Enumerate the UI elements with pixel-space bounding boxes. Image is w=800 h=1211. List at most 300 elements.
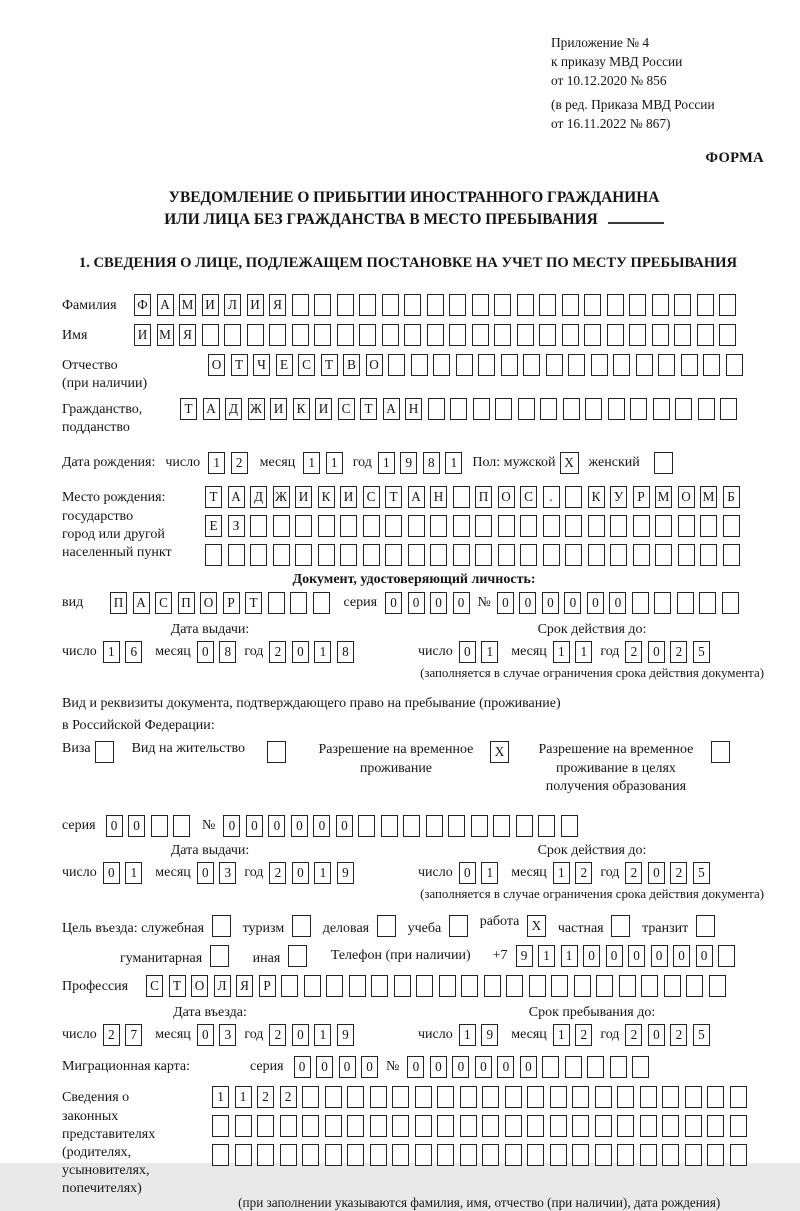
char-cell [448,815,465,837]
firstname-row [62,324,766,346]
char-cell [415,1115,432,1137]
citizenship-label: Гражданство, подданство [62,401,143,436]
sex-female-label: женский [588,455,640,471]
purpose-transit: транзит [642,915,719,937]
issue-heading: Дата выдачи: [170,622,250,638]
legal-header [551,34,756,134]
migration-card-label: Миграционная карта: [62,1059,191,1075]
char-cell: С [298,354,315,376]
citizenship-cells [180,398,737,420]
char-cell [595,1115,612,1137]
identity-doc-dates [62,622,766,663]
char-cell: П [178,592,195,614]
char-cell: 1 [561,945,578,967]
issue-date-block [62,622,418,663]
char-cell [430,544,447,566]
char-cell: М [157,324,174,346]
char-cell: 1 [538,945,555,967]
profession-label: Профессия [62,979,129,995]
char-cell [224,324,241,346]
char-cell [584,294,601,316]
char-cell: 2 [280,1086,297,1108]
residence-permit-label: Вид на жительство [131,740,245,756]
char-cell: Т [385,486,402,508]
char-cell [235,1144,252,1166]
char-cell [678,515,695,537]
char-cell [427,324,444,346]
char-cell: Ч [253,354,270,376]
char-cell: 0 [430,592,447,614]
char-cell [610,515,627,537]
char-cell [662,1086,679,1108]
female-checkbox [654,452,673,474]
char-cell [540,398,557,420]
valid-date-block [418,622,766,663]
char-cell [437,1086,454,1108]
year-label: год [600,865,620,881]
char-cell [523,354,540,376]
char-cell [302,1144,319,1166]
char-cell [730,1144,747,1166]
char-cell: 2 [575,862,592,884]
char-cell [302,1115,319,1137]
stay-heading: Срок пребывания до: [528,1005,656,1021]
char-cell [202,324,219,346]
char-cell [720,398,737,420]
char-cell [588,515,605,537]
purpose-work-checkbox: X [527,915,546,937]
residence-valid-year-cells [625,862,710,884]
char-cell [257,1144,274,1166]
char-cell [617,1115,634,1137]
char-cell [700,544,717,566]
char-cell: М [700,486,717,508]
purpose-other-checkbox [288,945,307,967]
char-cell: 0 [292,862,309,884]
char-cell: Р [223,592,240,614]
char-cell [641,975,658,997]
char-cell [527,1086,544,1108]
char-cell: Т [321,354,338,376]
purpose-humanitarian: гуманитарная [120,945,245,967]
char-cell: Я [179,324,196,346]
valid-year-cells [625,641,710,663]
citizenship-row [62,398,766,437]
char-cell [610,1056,627,1078]
char-cell [460,1144,477,1166]
identity-doc-heading: Документ, удостоверяющий личность: [292,572,536,588]
char-cell [709,975,726,997]
temp-permit-label: Разрешение на временное проживание [318,741,474,776]
char-cell [295,515,312,537]
char-cell: 0 [197,1024,214,1046]
year-label: год [244,644,264,660]
char-cell: Ж [273,486,290,508]
char-cell [550,1144,567,1166]
birth-place-row2-cells [205,515,740,537]
char-cell [674,324,691,346]
header-line: Приложение № 4 [551,35,650,50]
char-cell [563,398,580,420]
char-cell [392,1144,409,1166]
char-cell [613,354,630,376]
issue-day-cells [103,641,143,663]
char-cell: И [202,294,219,316]
char-cell: 0 [291,815,308,837]
month-label: месяц [511,865,547,881]
char-cell [426,815,443,837]
char-cell [281,975,298,997]
doc-number-label: № [477,595,491,611]
char-cell [550,1115,567,1137]
char-cell [505,1115,522,1137]
residence-valid-heading: Срок действия до: [537,843,647,859]
birth-month-cells [303,452,343,474]
char-cell [494,294,511,316]
char-cell [392,1115,409,1137]
char-cell: И [270,398,287,420]
char-cell: А [133,592,150,614]
char-cell: Т [231,354,248,376]
char-cell [722,592,739,614]
char-cell: 0 [648,862,665,884]
char-cell [565,486,582,508]
char-cell [572,1115,589,1137]
patronymic-row [62,354,766,393]
char-cell [461,975,478,997]
identity-doc-note: (заполняется в случае ограничения срока действия документа) [420,666,764,681]
char-cell: 8 [337,641,354,663]
char-cell [273,515,290,537]
char-cell [358,815,375,837]
char-cell [629,294,646,316]
residence-issue-year-cells [269,862,354,884]
entry-day-cells [103,1024,143,1046]
residence-valid-day-cells [459,862,499,884]
birth-place-row3-cells [205,544,740,566]
residence-valid-block [418,843,766,884]
char-cell [478,354,495,376]
residence-dates [62,843,766,884]
doc-kind-cells [110,592,330,614]
char-cell [546,354,563,376]
char-cell [273,544,290,566]
char-cell [437,1144,454,1166]
char-cell: 2 [269,862,286,884]
char-cell [498,515,515,537]
char-cell [542,1056,559,1078]
char-cell [247,324,264,346]
char-cell [653,398,670,420]
char-cell: 0 [385,592,402,614]
residence-series-cells [106,815,191,837]
representatives-cells [212,1086,747,1211]
migration-series-cells [294,1056,379,1078]
char-cell: 0 [520,1056,537,1078]
char-cell [607,294,624,316]
char-cell [539,324,556,346]
char-cell: 1 [208,452,225,474]
char-cell: 0 [197,641,214,663]
char-cell: А [157,294,174,316]
char-cell: Е [205,515,222,537]
char-cell: 1 [125,862,142,884]
char-cell: Н [405,398,422,420]
char-cell [280,1115,297,1137]
char-cell [437,1115,454,1137]
char-cell: О [366,354,383,376]
char-cell: А [408,486,425,508]
char-cell [453,544,470,566]
char-cell: 0 [453,592,470,614]
char-cell [475,515,492,537]
residence-options-row [62,741,766,798]
char-cell [268,592,285,614]
char-cell [292,324,309,346]
patronymic-cells [208,354,743,376]
char-cell: 6 [125,641,142,663]
char-cell: В [343,354,360,376]
purpose-official: Цель въезда: служебная [62,915,235,937]
purpose-row [62,914,766,937]
char-cell [456,354,473,376]
day-label: число [418,865,453,881]
char-cell: 5 [693,1024,710,1046]
char-cell: 9 [516,945,533,967]
char-cell [382,294,399,316]
char-cell [151,815,168,837]
char-cell [517,324,534,346]
char-cell: 0 [475,1056,492,1078]
char-cell: Л [224,294,241,316]
char-cell: О [678,486,695,508]
char-cell: 0 [292,1024,309,1046]
char-cell: 1 [303,452,320,474]
char-cell: З [228,515,245,537]
char-cell: С [338,398,355,420]
residence-issue-month-cells [197,862,237,884]
char-cell: 0 [408,592,425,614]
birth-place-row [62,486,766,566]
char-cell [700,515,717,537]
char-cell: 0 [430,1056,447,1078]
char-cell [588,544,605,566]
char-cell: 0 [223,815,240,837]
patronymic-label: Отчество (при наличии) [62,357,148,391]
char-cell: 8 [423,452,440,474]
migration-number-cells [407,1056,649,1078]
residence-number-label: № [202,818,216,834]
entry-dates [62,1005,766,1046]
char-cell: 0 [648,1024,665,1046]
valid-day-cells [459,641,499,663]
char-cell: 0 [292,641,309,663]
char-cell [636,354,653,376]
char-cell [681,354,698,376]
header-edit-line: (в ред. Приказа МВД России [551,97,715,113]
char-cell [347,1086,364,1108]
char-cell [453,486,470,508]
visa-label: Виза [62,740,91,756]
char-cell [655,544,672,566]
char-cell [475,544,492,566]
char-cell [394,975,411,997]
entry-date-line [62,1024,418,1046]
char-cell [527,1115,544,1137]
char-cell: 3 [219,1024,236,1046]
doc-kind-label: вид [62,595,84,611]
form-title [62,187,766,231]
char-cell: 0 [313,815,330,837]
char-cell [235,1115,252,1137]
char-cell: 7 [125,1024,142,1046]
purpose-study: учеба [408,915,472,937]
char-cell: С [363,486,380,508]
surname-label: Фамилия [62,297,117,313]
char-cell: 0 [673,945,690,967]
char-cell: 2 [269,641,286,663]
representatives-row2-cells [212,1115,747,1137]
char-cell [719,324,736,346]
char-cell [498,544,515,566]
birth-year-cells [378,452,463,474]
char-cell [505,1144,522,1166]
firstname-cells [134,324,736,346]
char-cell: 1 [481,641,498,663]
char-cell [415,1144,432,1166]
char-cell: 0 [651,945,668,967]
char-cell [381,815,398,837]
char-cell: 1 [212,1086,229,1108]
char-cell [707,1086,724,1108]
char-cell [430,515,447,537]
char-cell [529,975,546,997]
char-cell [520,544,537,566]
char-cell: Б [723,486,740,508]
char-cell [697,324,714,346]
residence-issue-heading: Дата выдачи: [170,843,250,859]
char-cell [608,398,625,420]
year-label: год [352,455,372,471]
char-cell: А [203,398,220,420]
char-cell: К [293,398,310,420]
char-cell: 0 [103,862,120,884]
char-cell [617,1144,634,1166]
issue-year-cells [269,641,354,663]
representatives-note: (при заполнении указываются фамилия, имя, отчество (при наличии), дата рождения) [238,1195,721,1211]
migration-number-label: № [386,1059,400,1075]
char-cell [617,1086,634,1108]
char-cell [325,1086,342,1108]
char-cell: 2 [625,641,642,663]
header-line: к приказу МВД России [551,53,683,69]
day-label: число [62,1027,97,1043]
month-label: месяц [511,1027,547,1043]
purpose-study-checkbox [449,915,468,937]
representatives-row1-cells [212,1086,747,1108]
char-cell [290,592,307,614]
char-cell [652,294,669,316]
char-cell: О [191,975,208,997]
char-cell [173,815,190,837]
char-cell: 1 [314,641,331,663]
edu-permit-label: Разрешение на временное проживание в целях получения образования [538,741,694,795]
char-cell [433,354,450,376]
char-cell: М [179,294,196,316]
char-cell [632,592,649,614]
month-label: месяц [155,1027,191,1043]
doc-series-cells [385,592,470,614]
char-cell: И [247,294,264,316]
char-cell [340,515,357,537]
year-label: год [244,1027,264,1043]
char-cell: 0 [459,641,476,663]
char-cell: П [475,486,492,508]
char-cell: Р [259,975,276,997]
char-cell [527,1144,544,1166]
char-cell [633,544,650,566]
char-cell [501,354,518,376]
char-cell [453,515,470,537]
char-cell: 1 [445,452,462,474]
char-cell [359,324,376,346]
char-cell [347,1144,364,1166]
char-cell [538,815,555,837]
char-cell [313,592,330,614]
char-cell: 0 [583,945,600,967]
entry-month-cells [197,1024,237,1046]
char-cell [363,544,380,566]
doc-number-cells [497,592,739,614]
char-cell [664,975,681,997]
char-cell: П [110,592,127,614]
char-cell: Е [276,354,293,376]
surname-cells [134,294,736,316]
male-checkbox: X [560,452,579,474]
month-label: месяц [155,644,191,660]
birth-day-cells [208,452,248,474]
char-cell: 2 [670,1024,687,1046]
char-cell: 8 [219,641,236,663]
char-cell: 0 [197,862,214,884]
char-cell [415,1086,432,1108]
char-cell [450,398,467,420]
profession-cells [146,975,726,997]
char-cell [427,294,444,316]
char-cell: 0 [246,815,263,837]
char-cell [411,354,428,376]
char-cell [517,294,534,316]
char-cell [385,515,402,537]
char-cell [295,544,312,566]
char-cell [678,544,695,566]
purpose-business: деловая [323,915,400,937]
issue-date-line [62,641,418,663]
month-label: месяц [155,865,191,881]
char-cell [654,592,671,614]
section1-heading: 1. СВЕДЕНИЯ О ЛИЦЕ, ПОДЛЕЖАЩЕМ ПОСТАНОВКЕ НА УЧЕТ ПО МЕСТУ ПРЕБЫВАНИЯ [78,254,738,271]
char-cell: 1 [235,1086,252,1108]
char-cell: К [318,486,335,508]
char-cell [385,544,402,566]
char-cell: 2 [257,1086,274,1108]
valid-month-cells [553,641,593,663]
char-cell: 1 [378,452,395,474]
char-cell: Т [169,975,186,997]
char-cell: 0 [459,862,476,884]
purpose-private: частная [558,915,634,937]
purpose-official-checkbox [212,915,231,937]
